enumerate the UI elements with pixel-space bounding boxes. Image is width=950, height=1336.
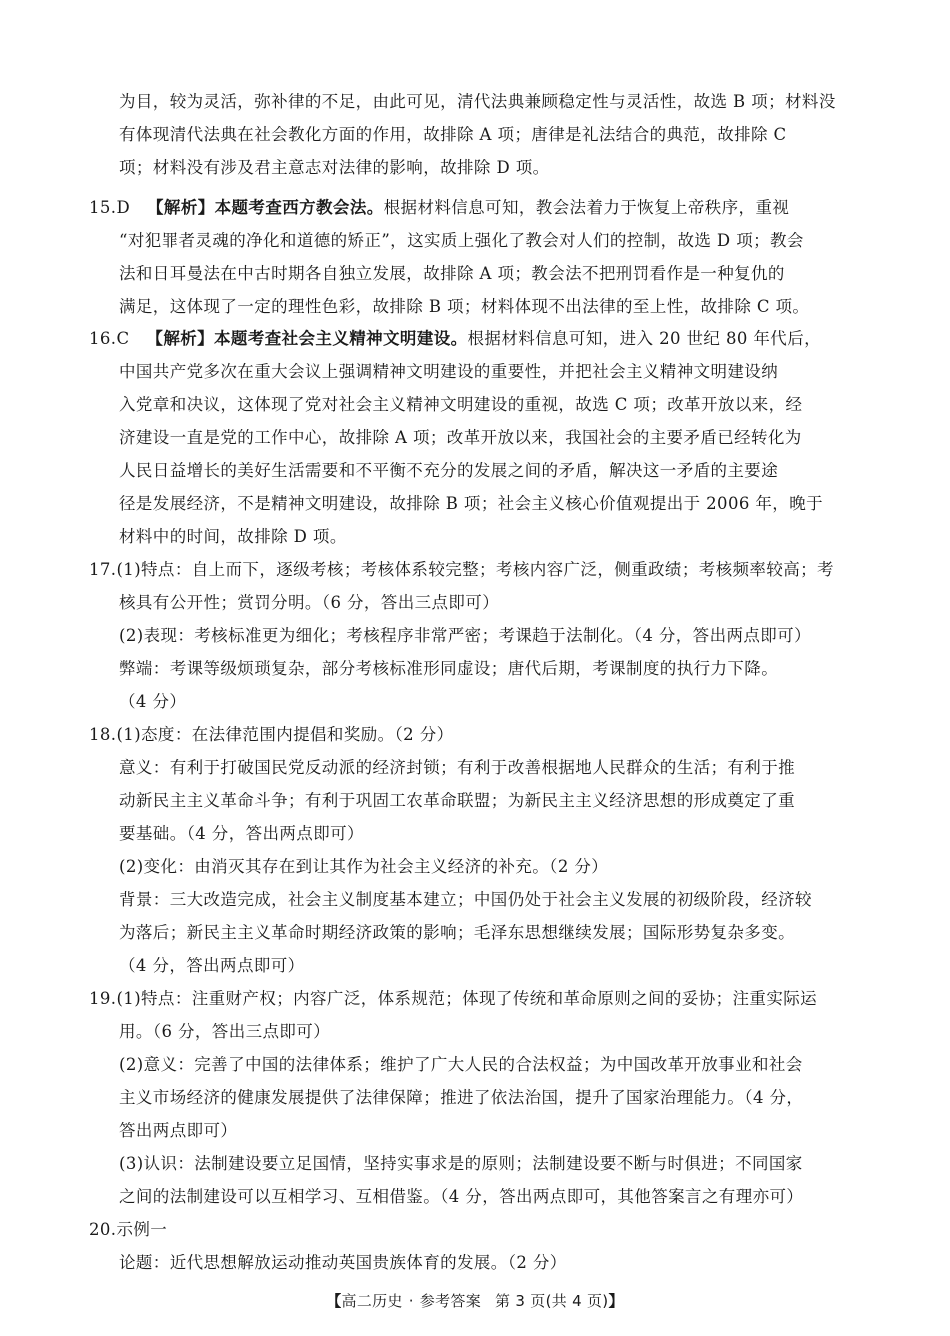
question-number: 18.: [89, 725, 117, 744]
text-line: 主义市场经济的健康发展提供了法律保障；推进了依法治国，提升了国家治理能力。（4 分，: [119, 1088, 804, 1107]
answer-letter: C: [116, 329, 130, 348]
text-line: 为落后；新民主主义革命时期经济政策的影响；毛泽东思想继续发展；国际形势复杂多变。: [119, 923, 795, 942]
question-20-first-line: [89, 1219, 950, 1241]
analysis-tag: 【解析】本题考查西方教会法。: [147, 198, 384, 217]
text-line: 答出两点即可）: [119, 1121, 238, 1140]
text-line: 论题：近代思想解放运动推动英国贵族体育的发展。（2 分）: [119, 1253, 567, 1272]
text-line: 弊端：考课等级烦琐复杂，部分考核标准形同虚设；唐代后期，考课制度的执行力下降。: [119, 659, 779, 678]
text-line: 材料中的时间，故排除 D 项。: [119, 527, 347, 546]
question-18-first-line: [89, 724, 950, 746]
text-line: (2)意义：完善了中国的法律体系；维护了广大人民的合法权益；为中国改革开放事业和社会: [119, 1055, 803, 1074]
text-line: （4 分）: [119, 692, 187, 711]
text-line: 要基础。（4 分，答出两点即可）: [119, 824, 364, 843]
analysis-tag: 【解析】本题考查社会主义精神文明建设。: [146, 329, 468, 348]
footer-bracket-open: 【: [326, 1292, 342, 1310]
text-line: (3)认识：法制建设要立足国情，坚持实事求是的原则；法制建设要不断与时俱进；不同国家: [119, 1154, 803, 1173]
footer-page-number: 第 3 页(共 4 页): [495, 1292, 609, 1310]
text-span: (1)特点：自上而下，逐级考核；考核体系较完整；考核内容广泛，侧重政绩；考核频率较高；考: [116, 560, 834, 579]
footer-dot: ·: [408, 1292, 414, 1310]
question-15-first-line: [89, 197, 950, 219]
text-line: “对犯罪者灵魂的净化和道德的矫正”，这实质上强化了教会对人们的控制，故选 D 项；教会: [119, 231, 804, 250]
question-16-first-line: [89, 328, 950, 350]
footer-doc-title: 参考答案: [419, 1292, 481, 1310]
answer-letter: D: [116, 198, 131, 217]
text-line: 核具有公开性；赏罚分明。（6 分，答出三点即可）: [119, 593, 500, 612]
text-span: (1)特点：注重财产权；内容广泛，体系规范；体现了传统和革命原则之间的妥协；注重实际运: [116, 989, 818, 1008]
question-number: 16.: [89, 329, 117, 348]
text-line: (2)表现：考核标准更为细化；考核程序非常严密；考课趋于法制化。（4 分，答出两点即可）: [119, 626, 811, 645]
question-number: 19.: [89, 989, 117, 1008]
question-number: 20.: [89, 1220, 117, 1239]
text-line: 为目，较为灵活，弥补律的不足，由此可见，清代法典兼顾稳定性与灵活性，故选 B 项；材料没: [119, 92, 836, 111]
text-line: 满足，这体现了一定的理性色彩，故排除 B 项；材料体现不出法律的至上性，故排除 C 项。: [119, 297, 810, 316]
text-span: 根据材料信息可知，教会法着力于恢复上帝秩序，重视: [383, 198, 790, 217]
text-line: 中国共产党多次在重大会议上强调精神文明建设的重要性，并把社会主义精神文明建设纳: [119, 362, 779, 381]
text-line: 意义：有利于打破国民党反动派的经济封锁；有利于改善根据地人民群众的生活；有利于推: [119, 758, 795, 777]
text-span: 根据材料信息可知，进入 20 世纪 80 年代后，: [467, 329, 822, 348]
text-line: 之间的法制建设可以互相学习、互相借鉴。（4 分，答出两点即可，其他答案言之有理亦可）: [119, 1187, 804, 1206]
text-line: 径是发展经济，不是精神文明建设，故排除 B 项；社会主义核心价值观提出于 2006 年，晚于: [119, 494, 823, 513]
page-footer: [0, 1291, 950, 1311]
question-17-first-line: [89, 559, 950, 581]
text-line: 用。（6 分，答出三点即可）: [119, 1022, 331, 1041]
text-line: 项；材料没有涉及君主意志对法律的影响，故排除 D 项。: [119, 158, 550, 177]
footer-subject: 高二历史: [341, 1292, 403, 1310]
footer-bracket-close: 】: [608, 1292, 624, 1310]
text-line: 有体现清代法典在社会教化方面的作用，故排除 A 项；唐律是礼法结合的典范，故排除 C: [119, 125, 787, 144]
text-span: 示例一: [116, 1220, 168, 1239]
text-line: 法和日耳曼法在中古时期各自独立发展，故排除 A 项；教会法不把刑罚看作是一种复仇的: [119, 264, 785, 283]
text-line: 人民日益增长的美好生活需要和不平衡不充分的发展之间的矛盾，解决这一矛盾的主要途: [119, 461, 779, 480]
text-line: 背景：三大改造完成，社会主义制度基本建立；中国仍处于社会主义发展的初级阶段，经济较: [119, 890, 812, 909]
question-number: 17.: [89, 560, 117, 579]
text-line: 济建设一直是党的工作中心，故排除 A 项；改革开放以来，我国社会的主要矛盾已经转化为: [119, 428, 802, 447]
question-number: 15.: [89, 198, 117, 217]
text-line: 入党章和决议，这体现了党对社会主义精神文明建设的重视，故选 C 项；改革开放以来，经: [119, 395, 803, 414]
text-line: 动新民主主义革命斗争；有利于巩固工农革命联盟；为新民主主义经济思想的形成奠定了重: [119, 791, 795, 810]
question-19-first-line: [89, 988, 950, 1010]
text-span: (1)态度：在法律范围内提倡和奖励。（2 分）: [116, 725, 454, 744]
text-line: (2)变化：由消灭其存在到让其作为社会主义经济的补充。（2 分）: [119, 857, 609, 876]
text-line: （4 分，答出两点即可）: [119, 956, 305, 975]
